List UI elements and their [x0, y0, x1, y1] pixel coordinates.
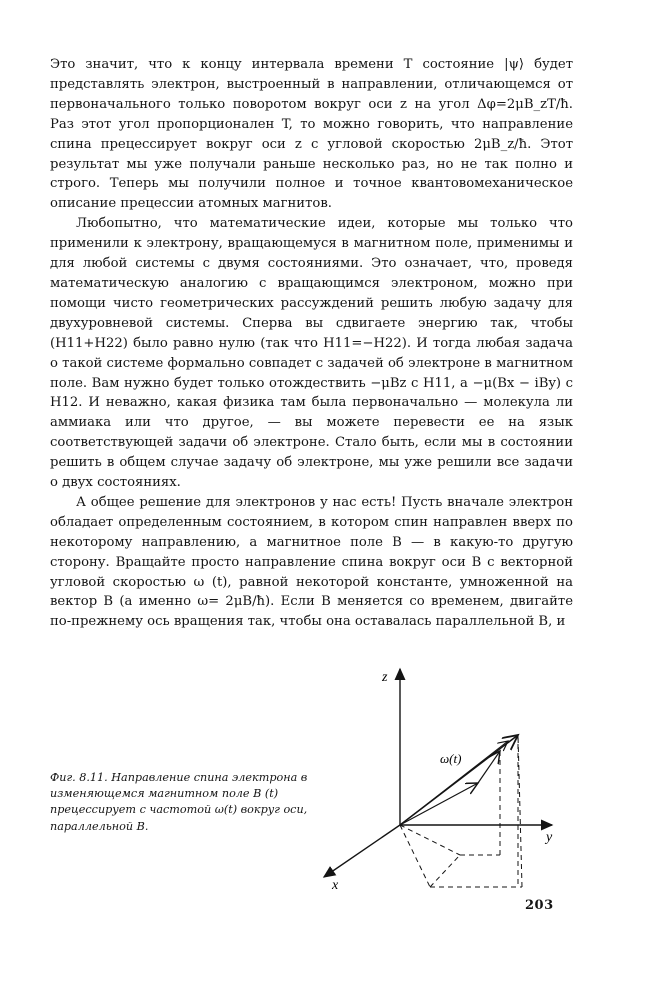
figure-8-11 [0, 655, 655, 955]
paragraph-1: Это значит, что к концу интервала времени T состояние |ψ⟩ будет представлять электрон, выстроенный в направлении, отличающемся от первоначального только поворотом вокруг оси z на угол Δφ=2μB_zT/ħ. Раз этот угол пропорционален T, то можно говорить, что направление спина прецессирует вокруг оси z с угловой скоростью 2μB_z/ħ. Этот результат мы уже получали раньше несколько раз, но не так полно и строго. Теперь мы получили полное и точное квантовомеханическое описание прецессии атомных магнитов. [50, 57, 573, 212]
paragraph-2: Любопытно, что математические идеи, которые мы только что применили к электрону, вращающемуся в магнитном поле, применимы и для любой системы с двумя состояниями. Это означает, что, проведя математическую аналогию с вращающимся электроном, можно при помощи чисто геометрических рассуждений решить любую задачу для двухуровневой системы. Сперва вы сдвигаете энергию так, чтобы (H11+H22) было равно нулю (так что H11=−H22). И тогда любая задача о такой системе формально совпадет с задачей об электроне в магнитном поле. Вам нужно будет только отождествить −μBz с H11, а −μ(Bx − iBy) с H12. И неважно, какая физика там была первоначально — молекула ли аммиака или что другое, — вы можете перевести ее на язык соответствующей задачи об электроне. Стало быть, если мы в состоянии решить в общем случае задачу об электроне, мы уже решили все задачи о двух состояниях. [50, 216, 573, 491]
page-number: 203 [525, 898, 554, 913]
precession-diagram [300, 655, 590, 895]
omega-label: ω(t) [440, 751, 462, 766]
z-axis-label: z [382, 670, 388, 685]
figure-caption: Фиг. 8.11. Направление спина электрона в изменяющемся магнитном поле B (t) прецессирует с частотой ω(t) вокруг оси, параллельной B. [50, 771, 308, 833]
x-axis-label: x [332, 878, 339, 893]
page-body [50, 55, 573, 632]
paragraph-3: А общее решение для электронов у нас есть! Пусть вначале электрон обладает определенным состоянием, в котором спин направлен вверх по некоторому направлению, а магнитное поле B — в какую-то другую сторону. Вращайте просто направление спина вокруг оси B с векторной угловой скоростью ω (t), равной некоторой константе, умноженной на вектор B (а именно ω= 2μB/ħ). Если B меняется со временем, двигайте по-прежнему ось вращения так, чтобы она оставалась параллельной B, и [50, 494, 573, 630]
spin-vector [400, 783, 478, 825]
x-axis [324, 825, 400, 877]
y-axis-label: y [546, 830, 553, 845]
